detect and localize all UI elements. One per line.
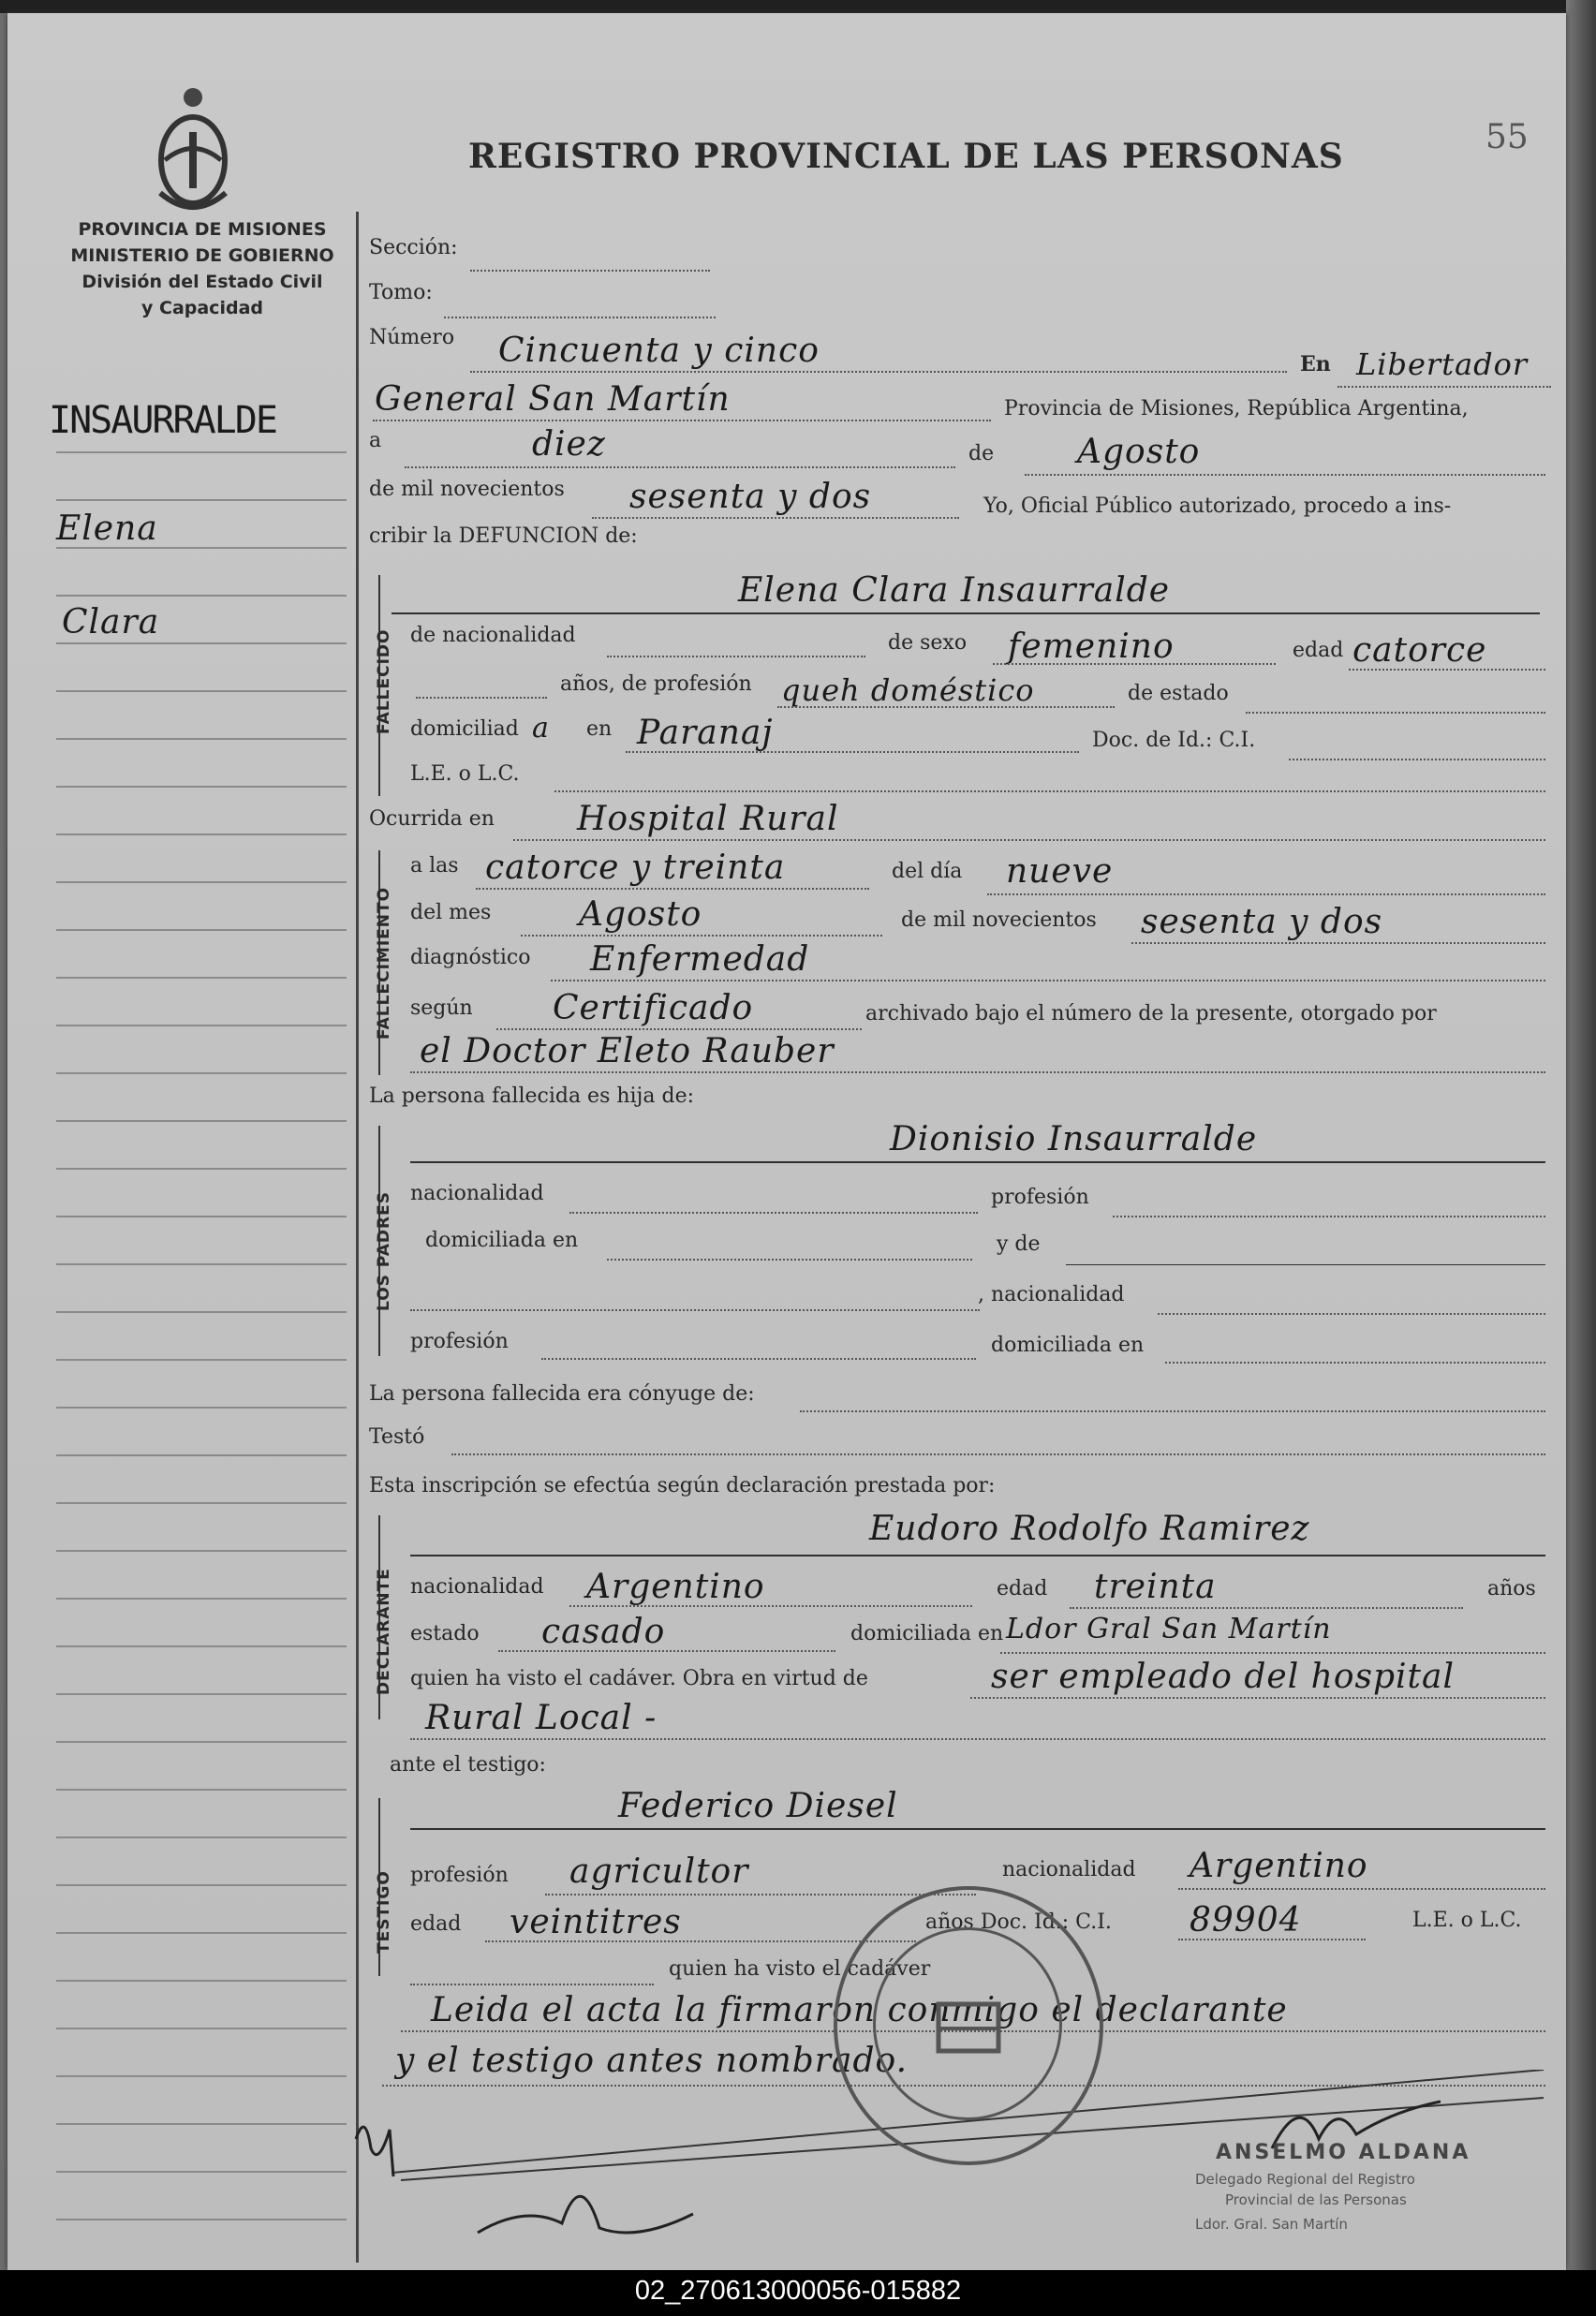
margin-rule [56,1884,347,1886]
conyuge-label: La persona fallecida era cónyuge de: [369,1382,755,1406]
margin-rule [56,1454,347,1456]
nombre-value: Elena Clara Insaurralde [738,571,1171,610]
margin-rule [56,642,347,644]
cribir-label: cribir la DEFUNCION de: [369,524,638,548]
margin-rule [56,2075,347,2077]
margin-rule [56,1693,347,1695]
margin-rule [56,833,347,835]
edad-label: edad [1293,639,1344,662]
margin-rule [56,690,347,692]
inscripcion-label: Esta inscripción se efectúa según declaración prestada por: [369,1474,996,1497]
declarante-edad-label: edad [997,1577,1048,1601]
oficial-label: Yo, Oficial Público autorizado, procedo a ins- [983,494,1452,518]
declarante-estado-label: estado [410,1622,480,1645]
margin-rule [56,1311,347,1313]
margin-rule [56,1025,347,1026]
testigo-nacionalidad-label: nacionalidad [1002,1858,1136,1881]
segun-label: según [410,996,473,1020]
ante-label: ante el testigo: [390,1753,546,1777]
a-label: a [369,429,382,452]
del-dia-label: del día [892,860,963,883]
margin-rule [56,451,347,453]
margin-rule [56,1550,347,1552]
seccion-label: Sección: [369,236,458,259]
top-edge [0,0,1596,13]
margin-rule [56,499,347,501]
del-mes-label: del mes [410,901,492,924]
le-lc-label: L.E. o L.C. [410,762,520,786]
testigo-ci-value: 89904 [1190,1901,1302,1940]
declarante-quien-label: quien ha visto el cadáver. Obra en virtud de [410,1667,868,1690]
testigo-anos-doc-label: años Doc. Id.: C.I. [925,1910,1112,1934]
section-padres: LOS PADRES [375,1191,393,1311]
diagnostico-label: diagnóstico [410,946,531,969]
anio-value: sesenta y dos [629,478,872,516]
declarante-domicilio-value: Ldor Gral San Martín [1006,1613,1332,1645]
section-fallecido: FALLECIDO [375,628,393,734]
declarante-anos-label: años [1487,1577,1536,1601]
padres-domiciliada2-label: domiciliada en [991,1334,1145,1357]
declarante-virtud-value: ser empleado del hospital [991,1658,1456,1696]
testo-label: Testó [369,1425,425,1449]
margin-rule [56,881,347,883]
edad-value: catorce [1352,631,1487,670]
margin-rule [56,738,347,740]
section-declarante: DECLARANTE [375,1568,393,1695]
place2-value: General San Martín [375,380,731,419]
declarante-edad-value: treinta [1094,1568,1217,1606]
margin-rule [56,595,347,597]
numero-value: Cincuenta y cinco [498,332,820,370]
anos-profesion-label: años, de profesión [560,672,752,696]
diagnostico-value: Enfermedad [590,940,810,979]
padres-domiciliada-label: domiciliada en [425,1229,579,1252]
footer-bar [0,2270,1596,2316]
margin-rule [56,786,347,788]
right-edge [1566,0,1596,2316]
margin-rule [56,2219,347,2220]
section-testigo: TESTIGO [375,1870,393,1954]
en-value: Libertador [1356,347,1529,382]
footer-id: 02_270613000056-015882 [634,2276,962,2306]
margin-rule [56,1741,347,1743]
numero-label: Número [369,326,455,349]
official-office: Provincial de las Personas [1225,2191,1407,2208]
margin-surname: INSAURRALDE [49,399,276,442]
sexo-value: femenino [1008,627,1175,666]
mes-value: Agosto [1077,433,1201,471]
margin-rule [56,1216,347,1217]
segun-value: Certificado [553,989,754,1027]
en2-label: en [586,717,613,741]
declarante-nacionalidad-value: Argentino [586,1568,765,1606]
domiciliad-label: domiciliad [410,717,519,741]
testigo-quien-label: quien ha visto el cadáver [669,1957,931,1981]
dia2-value: nueve [1006,852,1114,891]
margin-divider [356,212,359,2263]
seal-emblem-icon [931,1991,1006,2066]
nacionalidad-label: de nacionalidad [410,624,576,647]
document-page [7,13,1566,2270]
official-name: ANSELMO ALDANA [1216,2141,1471,2164]
signature-marks [337,2111,712,2251]
y-de-label: y de [997,1232,1041,1256]
declarante-value: Eudoro Rodolfo Ramirez [869,1510,1310,1548]
declarante-estado-value: casado [541,1613,666,1651]
dia-value: diez [532,425,606,464]
section-fallecimiento: FALLECIMIENTO [375,886,393,1040]
testigo-le-label: L.E. o L.C. [1412,1909,1522,1932]
estado-label: de estado [1128,682,1229,705]
testigo-edad-value: veintitres [510,1903,682,1941]
domicilio-value: Paranaj [637,714,774,752]
org-line: División del Estado Civil [81,272,323,292]
margin-rule [56,1407,347,1409]
testigo-profesion-label: profesión [410,1864,509,1887]
doctor-value: el Doctor Eleto Rauber [420,1032,835,1070]
ocurrida-label: Ocurrida en [369,807,495,831]
declarante-domiciliada-label: domiciliada en [850,1622,1004,1645]
padres-nacionalidad-label: nacionalidad [410,1182,544,1205]
margin-rule [56,1789,347,1791]
margin-rule [56,2123,347,2125]
de-label: de [968,442,995,465]
doc-label: Doc. de Id.: C.I. [1092,729,1256,752]
ocurrida-value: Hospital Rural [577,800,839,838]
margin-rule [56,1932,347,1934]
margin-rule [56,547,347,549]
tomo-label: Tomo: [369,281,433,304]
padres-profesion2-label: profesión [410,1330,509,1353]
margin-rule [56,2028,347,2029]
margin-rule [56,977,347,979]
coat-of-arms-icon [146,81,240,230]
hija-label: La persona fallecida es hija de: [369,1084,695,1108]
testigo-value: Federico Diesel [618,1787,898,1825]
page-number: 55 [1485,118,1529,156]
anio2-value: sesenta y dos [1141,903,1383,941]
margin-rule [56,1120,347,1122]
margin-rule [56,2171,347,2173]
margin-rule [56,1263,347,1265]
testigo-edad-label: edad [410,1912,462,1936]
archivado-label: archivado bajo el número de la presente, otorgado por [865,1002,1437,1025]
margin-rule [56,929,347,931]
leida-line2: y el testigo antes nombrado. [395,2042,909,2080]
official-role: Delegado Regional del Registro [1195,2171,1415,2188]
padres-profesion-label: profesión [991,1186,1089,1209]
testigo-profesion-value: agricultor [569,1852,749,1891]
margin-first-name: Elena [56,509,158,548]
sexo-label: de sexo [888,631,968,655]
domic-suffix-value: a [532,712,550,745]
de-mil2-label: de mil novecientos [901,908,1097,932]
margin-rule [56,1168,347,1170]
margin-rule [56,1598,347,1600]
de-mil-label: de mil novecientos [369,478,565,501]
official-seal [834,1886,1103,2165]
official-place: Ldor. Gral. San Martín [1195,2216,1348,2233]
en-label: En [1300,352,1331,376]
margin-second-name: Clara [62,603,160,642]
org-line: PROVINCIA DE MISIONES [78,219,327,240]
margin-rule [56,1072,347,1074]
profesion-value: queh doméstico [781,672,1035,708]
hora-value: catorce y treinta [485,848,786,887]
margin-rule [56,1980,347,1982]
a-las-label: a las [410,854,459,878]
padres-nacionalidad2-label: , nacionalidad [978,1283,1125,1306]
padre-value: Dionisio Insaurralde [890,1120,1258,1158]
margin-rule [56,1837,347,1838]
margin-rule [56,1645,347,1647]
declarante-virtud2-value: Rural Local - [425,1699,658,1737]
testigo-nacionalidad-value: Argentino [1190,1847,1368,1885]
provincia-label: Provincia de Misiones, República Argentina, [1004,397,1469,420]
org-line: MINISTERIO DE GOBIERNO [70,245,334,266]
page-title: REGISTRO PROVINCIAL DE LAS PERSONAS [468,137,1344,176]
mes2-value: Agosto [579,895,702,934]
margin-rule [56,1359,347,1361]
margin-rule [56,1502,347,1504]
leida-line1: Leida el acta la firmaron conmigo el declarante [431,1991,1288,2029]
org-line: y Capacidad [141,298,263,318]
declarante-nacionalidad-label: nacionalidad [410,1575,544,1599]
